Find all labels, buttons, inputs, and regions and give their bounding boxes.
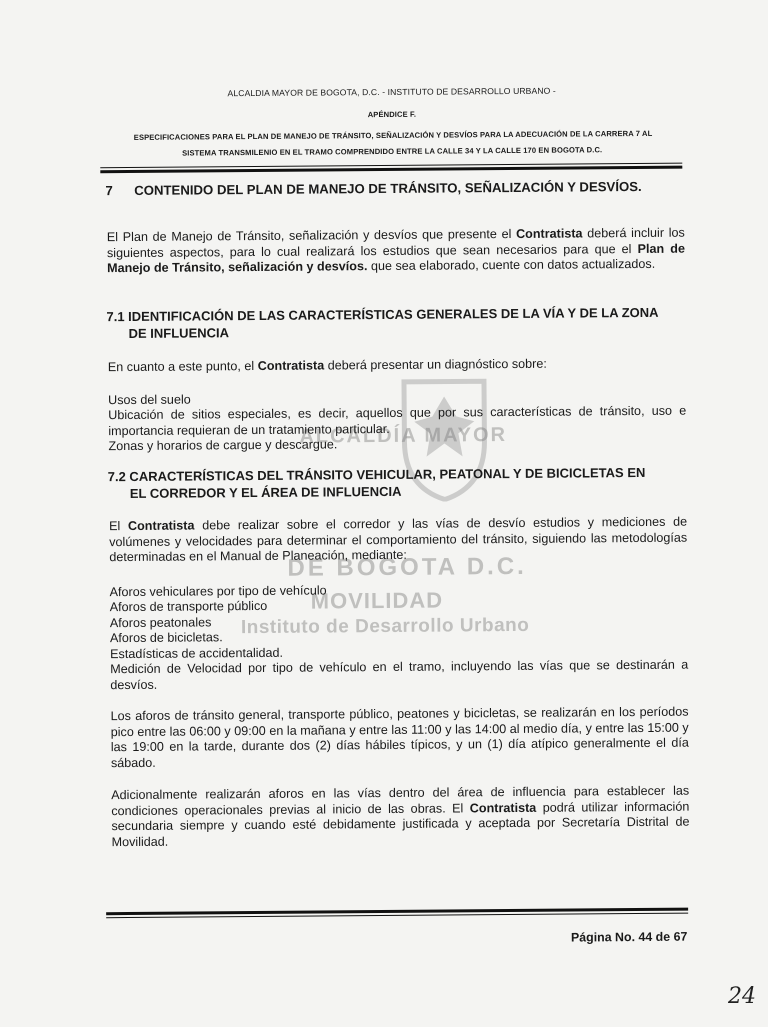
list-item: Aforos de transporte público bbox=[109, 598, 268, 615]
header-institution: ALCALDIA MAYOR DE BOGOTA, D.C. - INSTITUTO DE DESARROLLO URBANO - bbox=[227, 85, 556, 99]
section-7-2-schedule-paragraph: Los aforos de tránsito general, transporte público, peatones y bicicletas, se realizarán en los períodos pico entre las 06:00 y 09:00 en la mañana y entre las 11:00 y las 14:00 al medio día, y entre las 15:00 y las 19:00 en la tarde, durante dos (2) días hábiles típicos, y un (1) día atípico generalmente el día sábado. bbox=[110, 704, 689, 770]
page-number: Página No. 44 de 67 bbox=[570, 929, 688, 945]
list-item: Aforos peatonales bbox=[109, 615, 212, 631]
watermark-alcaldia: ALCALDÍA MAYOR bbox=[299, 424, 508, 448]
section-7-title: CONTENIDO DEL PLAN DE MANEJO DE TRÁNSITO, SEÑALIZACIÓN Y DESVÍOS. bbox=[134, 178, 642, 198]
section-7-2-additional-paragraph: Adicionalmente realizarán aforos en las vías dentro del área de influencia para establecer las condiciones operacionales previas al inicio de las obras. El Contratista podrá utilizar información secundaria siempre y cuando esté debidamente justificada y aceptada por Secretaría Distrital de Movilidad. bbox=[111, 783, 690, 849]
section-7-number: 7 bbox=[105, 183, 113, 199]
section-7-2-paragraph: El Contratista debe realizar sobre el corredor y las vías de desvío estudios y mediciones de volúmenes y velocidades para determinar el comportamiento del tránsito, siguiendo las metodologías determinadas en el Manual de Planeación, mediante: bbox=[109, 514, 688, 565]
watermark-movilidad: MOVILIDAD bbox=[310, 587, 444, 614]
section-7-paragraph: El Plan de Manejo de Tránsito, señalización y desvíos que presente el Contratista deberá incluir los siguientes aspectos, para lo cual realizará los estudios que sean necesarios para que el Plan de Manejo de Tránsito, señalización y desvíos. que sea elaborado, cuente con datos actualizados. bbox=[106, 225, 685, 276]
list-item: Ubicación de sitios especiales, es decir, aquellos que por sus características de tránsito, uso e importancia requieran de un tratamiento particular. bbox=[108, 403, 687, 438]
list-item: Aforos de bicicletas. bbox=[109, 630, 223, 646]
header-spec-line2: SISTEMA TRANSMILENIO EN EL TRAMO COMPRENDIDO ENTRE LA CALLE 34 Y LA CALLE 170 EN BOGOTA D.C. bbox=[182, 145, 603, 158]
list-item: Medición de Velocidad por tipo de vehículo en el tramo, incluyendo las vías que se destinarán a desvíos. bbox=[110, 657, 689, 692]
watermark-institute: Instituto de Desarrollo Urbano bbox=[240, 614, 530, 639]
list-item: Usos del suelo bbox=[108, 392, 191, 408]
header-appendix: APÉNDICE F. bbox=[367, 109, 417, 120]
section-7-2-heading: 7.2 CARACTERÍSTICAS DEL TRÁNSITO VEHICULAR, PEATONAL Y DE BICICLETAS EN EL CORREDOR Y EL ÁREA DE INFLUENCIA bbox=[107, 464, 646, 501]
list-item: Estadísticas de accidentalidad. bbox=[110, 645, 284, 662]
section-7-1-heading: 7.1 IDENTIFICACIÓN DE LAS CARACTERÍSTICAS GENERALES DE LA VÍA Y DE LA ZONA DE INFLUENCIA bbox=[106, 304, 659, 342]
watermark-bogota: DE BOGOTA D.C. bbox=[287, 552, 527, 582]
section-7-1-intro: En cuanto a este punto, el Contratista deberá presentar un diagnóstico sobre: bbox=[107, 356, 547, 375]
header-spec-line1: ESPECIFICACIONES PARA EL PLAN DE MANEJO DE TRÁNSITO, SEÑALIZACIÓN Y DESVÍOS PARA LA ADECUACIÓN DE LA CARRERA 7 AL bbox=[133, 128, 653, 142]
section-7-heading bbox=[105, 179, 641, 198]
list-item: Zonas y horarios de cargue y descargue. bbox=[108, 437, 338, 454]
list-item: Aforos vehiculares por tipo de vehículo bbox=[109, 583, 327, 600]
handwritten-folio-number: 24 bbox=[728, 984, 756, 1009]
